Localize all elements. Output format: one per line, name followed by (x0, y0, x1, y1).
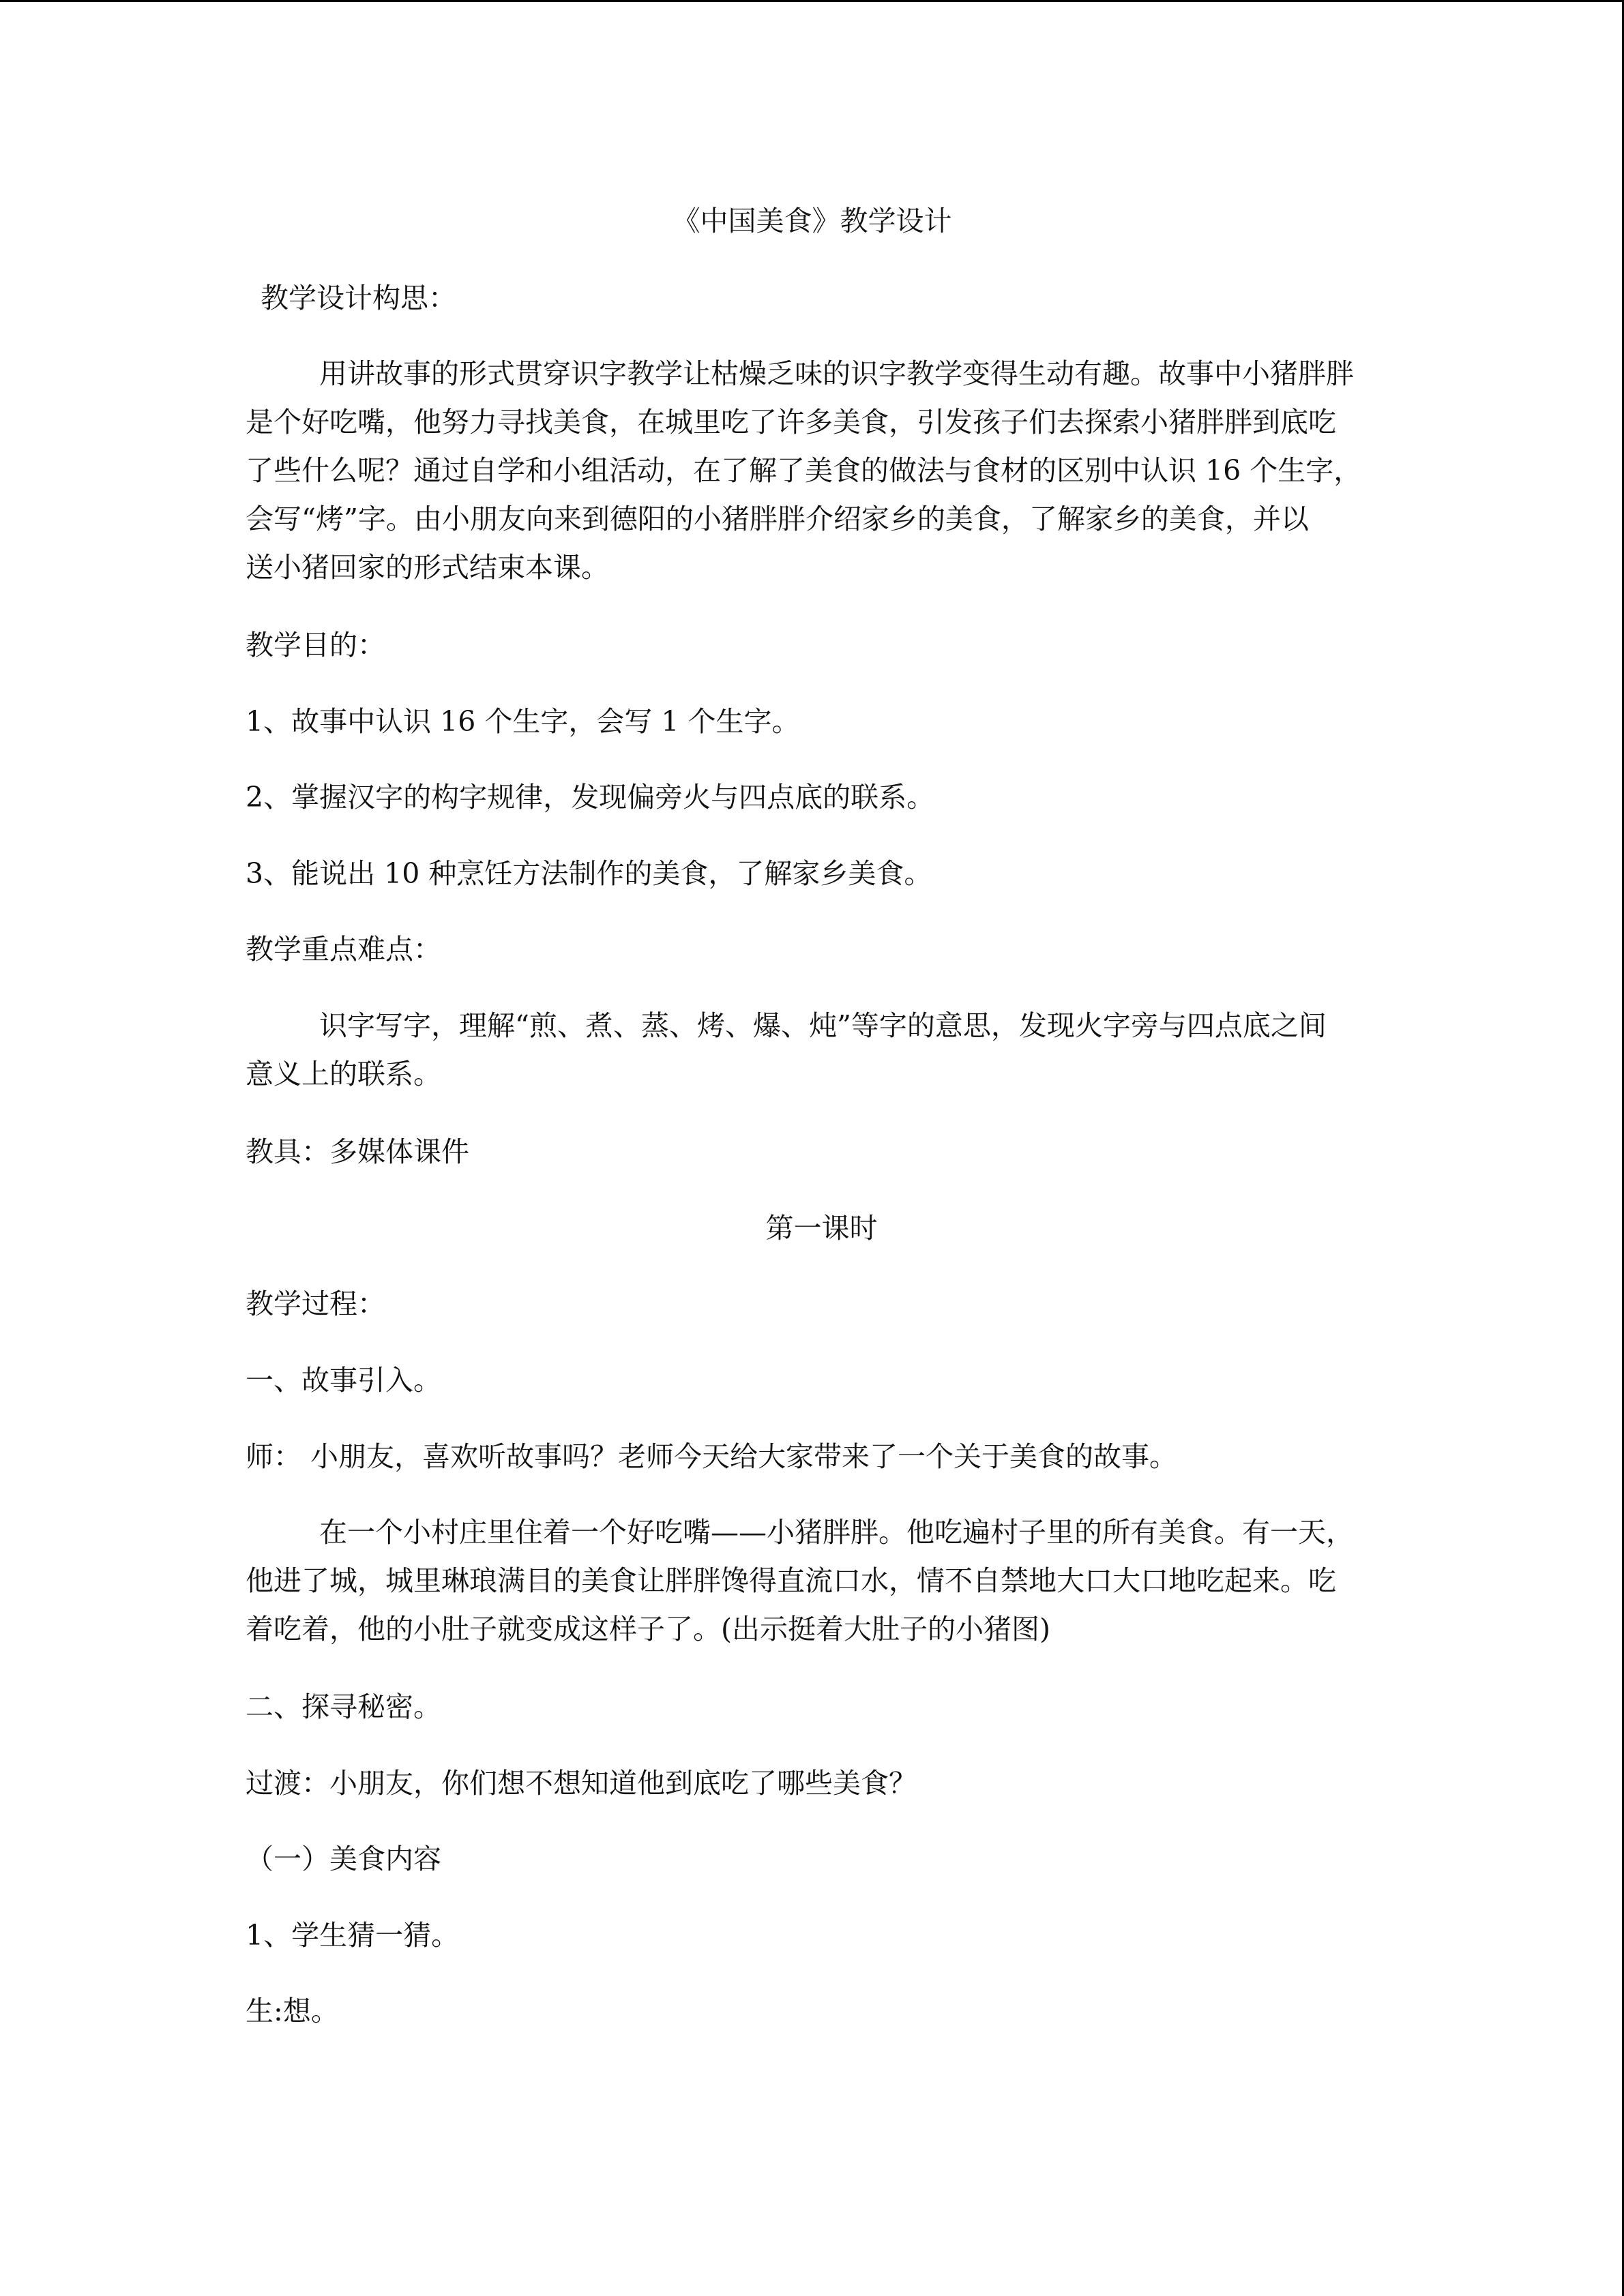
story-line: 他进了城，城里琳琅满目的美食让胖胖馋得直流口水，情不自禁地大口大口地吃起来。吃 (246, 1564, 1336, 1597)
key-points-line: 意义上的联系。 (246, 1058, 441, 1090)
step-item: 1、学生猜一猜。 (246, 1919, 460, 1952)
objective-item: 1、故事中认识 16 个生字，会写 1 个生字。 (246, 705, 800, 738)
design-concept-heading: 教学设计构思： (261, 282, 456, 314)
section-one-heading: 一、故事引入。 (246, 1364, 441, 1397)
objective-item: 3、能说出 10 种烹饪方法制作的美食，了解家乡美食。 (246, 857, 932, 890)
subsection-heading: （一）美食内容 (246, 1843, 441, 1875)
student-reply: 生:想。 (246, 1995, 339, 2027)
teacher-line: 师： 小朋友，喜欢听故事吗？老师今天给大家带来了一个关于美食的故事。 (246, 1440, 1178, 1473)
objectives-heading: 教学目的： (246, 629, 385, 661)
section-two-heading: 二、探寻秘密。 (246, 1690, 441, 1723)
design-concept-line: 是个好吃嘴，他努力寻找美食，在城里吃了许多美食，引发孩子们去探索小猪胖胖到底吃 (246, 406, 1336, 438)
process-heading: 教学过程： (246, 1287, 385, 1320)
design-concept-line: 了些什么呢？通过自学和小组活动，在了解了美食的做法与食材的区别中认识 16 个生字， (246, 454, 1362, 487)
document-title: 《中国美食》教学设计 (672, 205, 952, 237)
story-line: 在一个小村庄里住着一个好吃嘴——小猪胖胖。他吃遍村子里的所有美食。有一天， (319, 1516, 1354, 1549)
story-line: 着吃着，他的小肚子就变成这样子了。(出示挺着大肚子的小猪图) (246, 1613, 1050, 1645)
transition-line: 过渡：小朋友，你们想不想知道他到底吃了哪些美食？ (246, 1767, 917, 1800)
key-points-line: 识字写字，理解“煎、煮、蒸、烤、爆、炖”等字的意思，发现火字旁与四点底之间 (319, 1009, 1327, 1042)
design-concept-line: 会写“烤”字。由小朋友向来到德阳的小猪胖胖介绍家乡的美食，了解家乡的美食，并以 (246, 503, 1309, 535)
key-points-heading: 教学重点难点： (246, 933, 441, 966)
design-concept-line: 用讲故事的形式贯穿识字教学让枯燥乏味的识字教学变得生动有趣。故事中小猪胖胖 (319, 357, 1354, 390)
lesson-label: 第一课时 (765, 1212, 878, 1244)
design-concept-line: 送小猪回家的形式结束本课。 (246, 551, 609, 584)
objective-item: 2、掌握汉字的构字规律，发现偏旁火与四点底的联系。 (246, 781, 935, 814)
teaching-tools: 教具：多媒体课件 (246, 1135, 469, 1168)
